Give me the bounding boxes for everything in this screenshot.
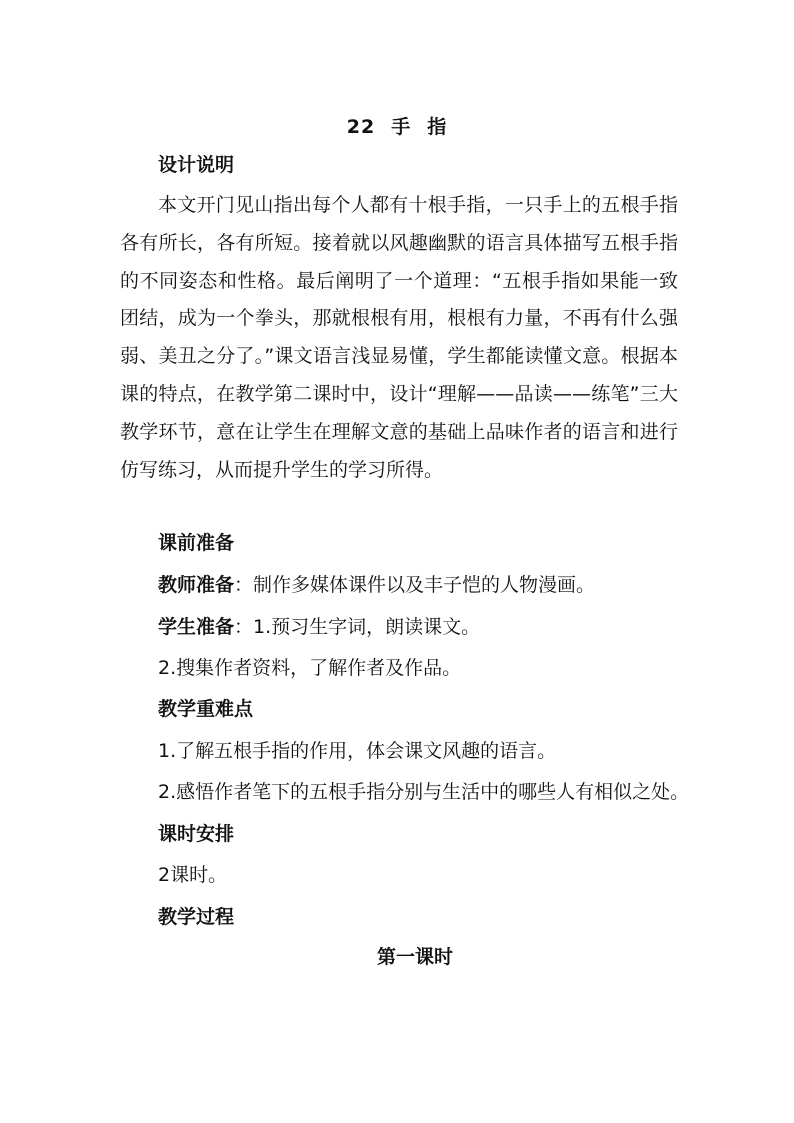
schedule-heading: 课时安排: [158, 823, 235, 845]
student-prep-line-2: 2.搜集作者资料，了解作者及作品。: [158, 657, 462, 679]
lesson-number: 22: [346, 116, 376, 138]
teacher-prep-line: [158, 570, 595, 597]
process-heading: 教学过程: [158, 906, 235, 928]
teacher-prep-text: ：制作多媒体课件以及丰子恺的人物漫画。: [234, 574, 596, 596]
key-point-1: 1.了解五根手指的作用，体会课文风趣的语言。: [158, 740, 557, 762]
student-prep-label: 学生准备: [158, 616, 235, 638]
key-points-heading: 教学重难点: [158, 698, 254, 720]
schedule-text: 2课时。: [158, 864, 228, 886]
key-point-2: 2.感悟作者笔下的五根手指分别与生活中的哪些人有相似之处。: [158, 781, 690, 803]
design-heading: 设计说明: [158, 154, 235, 176]
design-body: 本文开门见山指出每个人都有十根手指，一只手上的五根手指各有所长，各有所短。接着就以风趣幽默的语言具体描写五根手指的不同姿态和性格。最后阐明了一个道理：“五根手指如果能一致团结，成为一个拳头，那就根根有用，根根有力量，不再有什么强弱、美丑之分了。”课文语言浅显易懂，学生都能读懂文意。根据本课的特点，在教学第二课时中，设计“理解——品读——练笔”三大教学环节，意在让学生在理解文意的基础上品味作者的语言和进行仿写练习，从而提升学生的学习所得。: [120, 194, 678, 481]
teacher-prep-label: 教师准备: [158, 574, 235, 596]
prep-heading: 课前准备: [158, 532, 235, 554]
student-prep-line: [158, 612, 480, 639]
lesson-title-char-2: 指: [427, 116, 448, 138]
first-lesson-heading: 第一课时: [376, 946, 453, 968]
lesson-title-char-1: 手: [391, 116, 412, 138]
student-prep-text: ：1.预习生字词，朗读课文。: [234, 616, 481, 638]
lesson-title: [0, 112, 794, 139]
